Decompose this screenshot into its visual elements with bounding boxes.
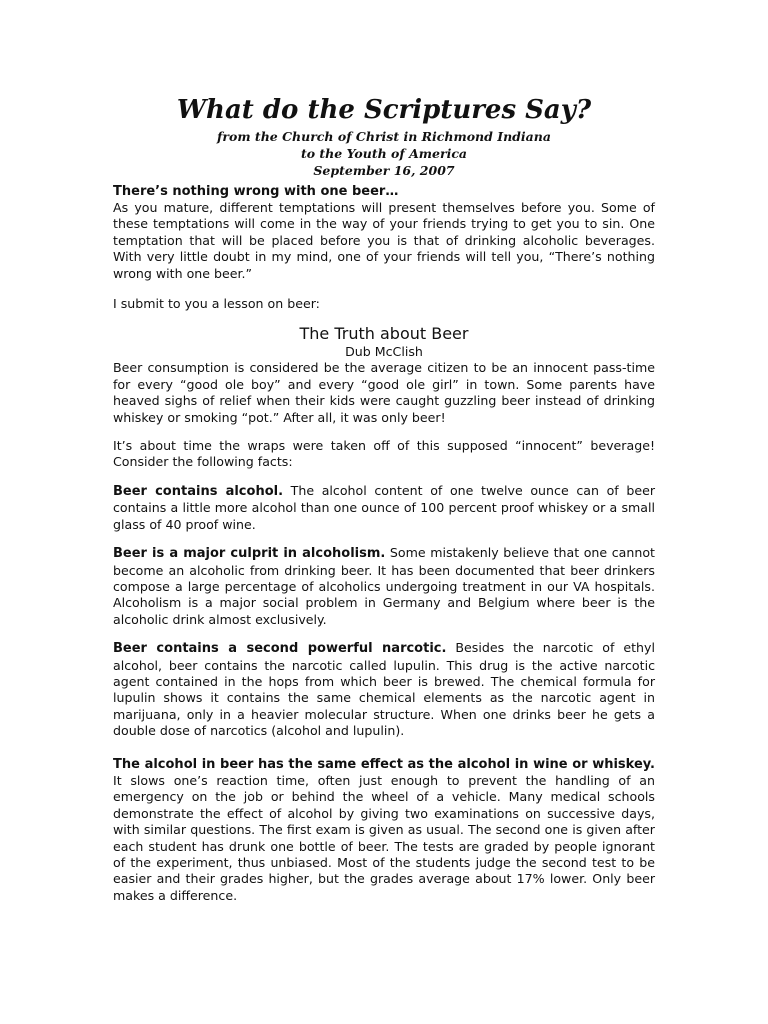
fact-text-2: Some mistakenly believe that one cannot become an alcoholic from drinking beer. It has been documented that beer drinkers compose a large percentage of alcoholics undergoing treatment in our VA hospitals. Alcoholism is a major social problem in Germany and Belgium where beer is the alcoholic drink almost exclusively. [113,545,655,627]
fact-paragraph-1 [113,483,655,533]
lesson-paragraph-1: Beer consumption is considered be the average citizen to be an innocent pass-time for every “good ole boy” and every “good ole girl” in town. Some parents have heaved sighs of relief when their kids were caught guzzling beer instead of drinking whiskey or smoking “pot.” After all, it was only beer! [113,360,655,425]
intro-heading: There’s nothing wrong with one beer… [113,184,399,199]
intro-paragraph: As you mature, different temptations will present themselves before you. Some of these temptations will come in the way of your friends trying to get you to sin. One temptation that will be placed before you is that of drinking alcoholic beverages. With very little doubt in my mind, one of your friends will tell you, “There’s nothing wrong with one beer.” [113,200,655,281]
fact-paragraph-2 [113,545,655,628]
fact-text-3: Besides the narcotic of ethyl alcohol, beer contains the narcotic called lupulin. This drug is the active narcotic agent contained in the hops from which beer is brewed. The chemical formula for lupulin shows it contains the same chemical elements as the narcotic agent in marijuana, only in a heavier molecular structure. When one drinks beer he gets a double dose of narcotics (alcohol and lupulin). [113,640,655,739]
fact-heading-1: Beer contains alcohol. [113,483,284,499]
fact-paragraph-3 [113,640,655,739]
fact-text-1: The alcohol content of one twelve ounce can of beer contains a little more alcohol than one ounce of 100 percent proof whiskey or a small glass of 40 proof wine. [113,482,656,532]
lesson-title: The Truth about Beer [299,324,469,344]
fact-heading-2: Beer is a major culprit in alcoholism. [113,546,386,562]
subtitle-origin: from the Church of Christ in Richmond Indiana [217,129,551,144]
submit-line: I submit to you a lesson on beer: [113,296,320,312]
page-title: What do the Scriptures Say? [176,95,592,125]
fact-heading-4: The alcohol in beer has the same effect as the alcohol in wine or whiskey. [113,756,655,772]
fact-heading-3: Beer contains a second powerful narcotic. [113,641,447,657]
lesson-paragraph-2: It’s about time the wraps were taken off of this supposed “innocent” beverage! Consider the following facts: [113,438,655,470]
subtitle-audience: to the Youth of America [300,146,468,161]
fact-text-4: It slows one’s reaction time, often just enough to prevent the handling of an emergency on the job or behind the wheel of a vehicle. Many medical schools demonstrate the effect of alcohol by giving two examinations on successive days, with similar questions. The first exam is given as usual. The second one is given after each student has drunk one bottle of beer. The tests are graded by people ignorant of the experiment, thus unbiased. Most of the students judge the second test to be easier and their grades higher, but the grades average about 17% lower. Only beer makes a difference. [113,772,655,903]
lesson-author: Dub McClish [345,344,423,360]
document-date: September 16, 2007 [313,163,455,178]
fact-paragraph-4 [113,756,655,905]
